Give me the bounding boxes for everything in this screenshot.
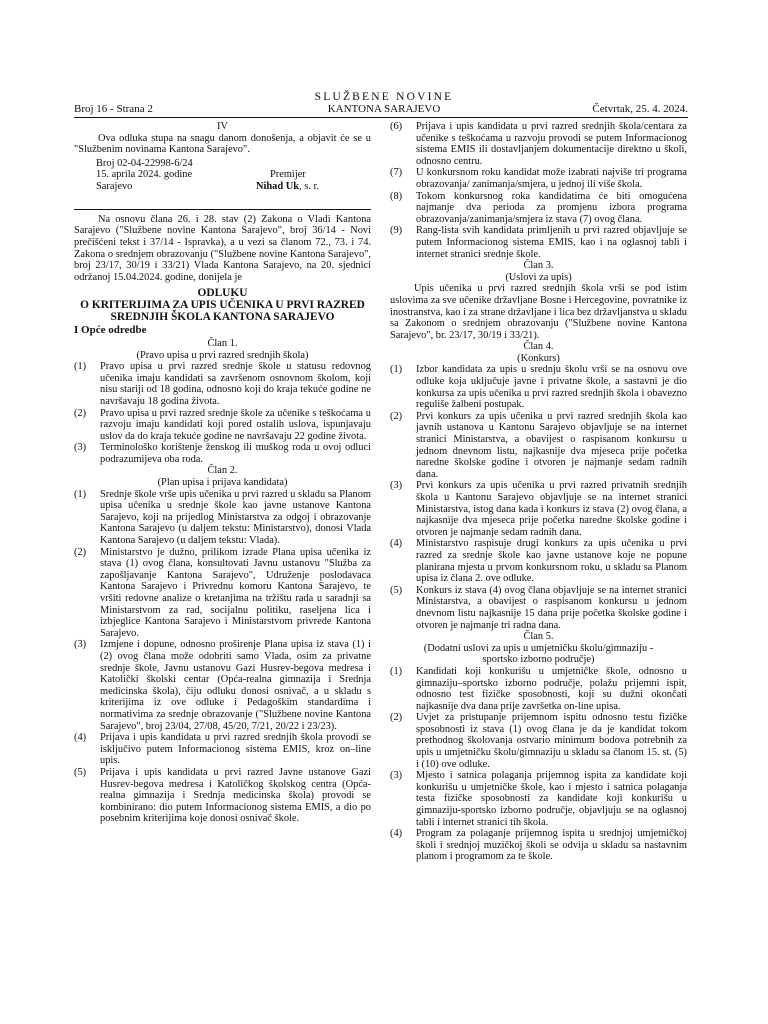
item-text: Prijava i upis kandidata u prvi razred Javne ustanove Gazi Husrev-begova medresa i Katoličkog školskog centra (Opća-realna gimnazija i Srednja medicinska škola) provodi se kombinirano: dio putem Informacionog sistema EMIS, a dio po posebnim kriterijima koje donosi osnivač škole.	[100, 766, 371, 825]
item-number: (1)	[390, 364, 403, 376]
list-item	[74, 442, 371, 465]
item-text: Prvi konkurs za upis učenika u prvi razred privatnih srednjih škola u Kantonu Sarajevo objavljuje se na internet stranici Ministarstva, istog dana kada i konkurs iz stava (2) ovog člana, a najkasnije dva mjeseca prije početka naredne školske godine i otvoren je najmanje sedam radnih dana.	[416, 480, 687, 538]
item-number: (1)	[74, 361, 87, 373]
signatory	[256, 181, 319, 193]
signatory-name: Nihad Uk	[256, 180, 300, 192]
article-4-items	[390, 364, 687, 631]
item-text: Prijava i upis kandidata u prvi razred srednjih škola/centara za učenike s teškoćama u razvoju provodi se putem Informacionog sistema EMIS ili dostavljanjem dokumentacije direktno u školi, odnosno centru.	[416, 121, 687, 167]
list-item	[390, 538, 687, 584]
header-rule	[74, 117, 688, 118]
article-3-text: Upis učenika u prvi razred srednjih škola vrši se pod istim uslovima za sve učenike državljane Bosne i Hercegovine, povratnike iz inostranstva, kao i za strane državljane i lica bez državljanstva u skladu sa Zakonom o srednjem obrazovanju ("Službene novine Kantona Sarajevo", br. 23/17, 30/19 i 33/21).	[390, 283, 687, 341]
decision-place: Sarajevo	[96, 180, 133, 192]
item-text: Prvi konkurs za upis učenika u prvi razred srednjih škola kao javnih ustanova u Kantonu Sarajevo objavljuje se na internet stranici Ministarstva, a obavijest o raspisanom konkursu u jednom dnevnom listu, najkasnije dva mjeseca prije početka naredne školske godine i otvoren je najmanje sedam radnih dana.	[416, 410, 687, 480]
item-number: (2)	[390, 712, 403, 724]
item-text: Terminološko korištenje ženskog ili muškog roda u ovoj odluci podrazumijeva oba roda.	[100, 442, 371, 465]
article-4-heading: Član 4.	[523, 341, 554, 353]
signatory-title: Premijer	[270, 169, 306, 181]
article-2-items	[74, 489, 371, 825]
right-column	[390, 121, 687, 863]
list-item	[74, 489, 371, 547]
decision-number: Broj 02-04-22998-6/24	[96, 157, 193, 169]
item-text: Mjesto i satnica polaganja prijemnog ispita za kandidate koji konkurišu u umjetničke škole, kao i mjesto i satnica polaganja testa fizičke sposobnosti za kandidate koji konkurišu u gimnaziju-sportsko izborno područje, objavljuju se na oglasnoj tabli i internet stranici tih škola.	[416, 770, 687, 828]
section-heading: I Opće odredbe	[74, 324, 147, 337]
item-number: (3)	[74, 639, 87, 651]
list-item	[74, 639, 371, 732]
iv-paragraph: Ova odluka stupa na snagu danom donošenja, a objavit će se u "Službenim novinama Kantona Sarajevo".	[74, 132, 371, 156]
item-number: (7)	[390, 167, 403, 179]
article-1-items	[74, 361, 371, 465]
item-number: (2)	[390, 410, 403, 422]
list-item	[74, 732, 371, 767]
item-number: (4)	[390, 538, 403, 550]
item-text: Izbor kandidata za upis u srednju školu vrši se na osnovu ove odluke koja uključuje javne i privatne škole, a sastavni je dio konkursa za upis učenika u prvi razred srednjih škola i obavezno reguliše žalbeni postupak.	[416, 364, 687, 411]
article-1-heading: Član 1.	[207, 337, 238, 349]
list-item	[390, 770, 687, 828]
preamble: Na osnovu člana 26. i 28. stav (2) Zakona o Vladi Kantona Sarajevo ("Službene novine Kantona Sarajevo", broj 36/14 - Novi prečišćeni tekst i 37/14 - Ispravka), a u vezi sa članom 72., 73. i 74. Zakona o srednjem obrazovanju ("Službene novine Kantona Sarajevo", broj 23/17, 30/19 i 33/21) Vlada Kantona Sarajevo, na 20. sjednici održanoj 15.04.2024. godine, donijela je	[74, 213, 371, 283]
item-number: (5)	[74, 766, 87, 778]
gazette-title: SLUŽBENE NOVINE	[314, 91, 454, 103]
item-text: Tokom konkursnog roka kandidatima će biti omogućena najmanje dva perioda za promjenu izbora programa obrazovanja/zanimanja/smjera iz stava (7) ovog člana.	[416, 190, 687, 225]
issue-number: Broj 16 - Strana 2	[74, 103, 153, 115]
item-number: (1)	[74, 488, 87, 500]
list-item	[390, 121, 687, 167]
title-line-1: ODLUKU	[197, 287, 248, 300]
list-item	[74, 408, 371, 443]
item-number: (6)	[390, 121, 403, 132]
article-5-items	[390, 666, 687, 863]
item-text: Pravo upisa u prvi razred srednje škole za učenike s teškoćama u razvoju imaju kandidati koji pored ostalih uslova, ispunjavaju uslov da do kraja tekuće godine ne navršavaju 22 godine života.	[100, 407, 371, 442]
item-text: Uvjet za pristupanje prijemnom ispitu odnosno testu fizičke sposobnosti iz stava (1) ovog člana je da je kandidat tokom prethodnog školovanja ostvario minimum bodova potrebnih za upis u umjetničku školu/gimnaziju u skladu sa članom 15. st. (5) i (10) ove odluke.	[416, 712, 687, 770]
list-item	[74, 361, 371, 407]
article-3-subtitle: (Uslovi za upis)	[505, 271, 572, 283]
list-item	[390, 828, 687, 863]
list-item	[390, 585, 687, 631]
list-item	[74, 767, 371, 825]
decision-title	[74, 287, 371, 323]
article-2-subtitle: (Plan upisa i prijava kandidata)	[157, 477, 288, 489]
item-text: Ministarstvo raspisuje drugi konkurs za upis učenika u prvi razred za srednje škole kao javne ustanove koje ne popune planirana mjesta u prvom konkursnom roku, u skladu sa Planom upisa iz člana 2. ove odluke.	[416, 538, 687, 585]
signatory-sr: , s. r.	[299, 180, 319, 192]
item-number: (2)	[74, 546, 87, 558]
article-1-subtitle: (Pravo upisa u prvi razred srednjih škola)	[136, 349, 309, 361]
issue-date: Četvrtak, 25. 4. 2024.	[592, 103, 688, 115]
item-number: (9)	[390, 225, 403, 237]
article-2-items-continued	[390, 121, 687, 260]
item-text: Program za polaganje prijemnog ispita u srednjoj umjetničkoj školi i srednjoj muzičkoj školi se odvija u skladu sa nastavnim planom i programom za te škole.	[416, 828, 687, 863]
item-number: (4)	[74, 732, 87, 744]
list-item	[390, 712, 687, 770]
item-text: Srednje škole vrše upis učenika u prvi razred u skladu sa Planom upisa učenika u srednje škole kao javne ustanove Kantona Sarajevo, koji na prijedlog Ministarstva za odgoj i obrazovanje Kantona Sarajevo (u daljem tekstu: Ministarstvo), donosi Vlada Kantona Sarajevo (u daljem tekstu: Vlada).	[100, 488, 371, 547]
title-line-3: SREDNJIH ŠKOLA KANTONA SARAJEVO	[110, 311, 335, 324]
list-item	[390, 225, 687, 260]
item-number: (3)	[390, 480, 403, 492]
article-5-subtitle: (Dodatni uslovi za upis u umjetničku školu/gimnaziju - sportsko izborno područje)	[423, 642, 654, 666]
article-5-heading: Član 5.	[523, 631, 554, 643]
list-item	[390, 411, 687, 481]
item-number: (1)	[390, 665, 403, 677]
signature-block	[74, 158, 371, 206]
item-number: (4)	[390, 828, 403, 840]
article-3-heading: Član 3.	[523, 260, 554, 272]
item-number: (5)	[390, 584, 403, 596]
item-number: (3)	[74, 442, 87, 454]
item-text: Ministarstvo je dužno, prilikom izrade Plana upisa učenika iz stava (1) ovog člana, konsultovati Javnu ustanovu "Služba za zapošljavanje Kantona Sarajevo", Udruženje poslodavaca Kantona Sarajevo i Privrednu komoru Kantona Sarajevo, te vršiti redovne analize o kretanjima na tržištu rada u saradnji sa Ministarstvom za rad, socijalnu politiku, raseljena lica i izbjeglice Kantona Sarajevo i Ministarstvom privrede Kantona Sarajevo.	[100, 546, 371, 639]
item-text: Kandidati koji konkurišu u umjetničke škole, odnosno u gimnaziju–sportsko izborno područje, polažu prijemni ispit, odnosno test fizičke sposobnosti, koji su dužni okončati najkasnije dva dana prije završetka on-line upisa.	[416, 665, 687, 712]
decision-date: 15. aprila 2024. godine	[96, 169, 193, 181]
gazette-subtitle: KANTONA SARAJEVO	[327, 103, 441, 115]
title-line-2: O KRITERIJIMA ZA UPIS UČENIKA U PRVI RAZRED	[80, 299, 365, 312]
item-text: Rang-lista svih kandidata primljenih u prvi razred objavljuje se putem Informacionog sistema EMIS, kao i na oglasnoj tabli i internet stranici srednje škole.	[416, 225, 687, 260]
item-number: (3)	[390, 770, 403, 782]
item-text: U konkursnom roku kandidat može izabrati najviše tri programa obrazovanja/ zanimanja/smjera, u jednoj ili više škola.	[416, 167, 687, 190]
left-column	[74, 121, 371, 825]
list-item	[390, 191, 687, 226]
list-item	[390, 167, 687, 190]
separator-rule	[74, 209, 371, 210]
list-item	[74, 547, 371, 640]
list-item	[390, 364, 687, 410]
item-number: (2)	[74, 407, 87, 419]
item-number: (8)	[390, 190, 403, 202]
list-item	[390, 666, 687, 712]
item-text: Izmjene i dopune, odnosno proširenje Plana upisa iz stava (1) i (2) ovog člana može odobriti samo Vlada, osim za privatne srednje škole, Javnu ustanovu Gazi Husrev-begova medresa i Katolički školski centar (Opća-realna gimnazija i Srednja medicinska škola), čiju odluku donosi osnivač, a u skladu s kriterijima iz ove odluke i Pedagoškim standardima i normativima za srednje obrazovanje ("Službene novine Kantona Sarajevo", broj 23/04, 27/08, 45/20, 7/21, 20/22 i 23/23).	[100, 639, 371, 732]
item-text: Pravo upisa u prvi razred srednje škole u statusu redovnog učenika imaju kandidati sa završenom osnovnom školom, koji nisu stariji od 18 godina, odnosno koji do kraja tekuće godine ne navršavaju 18 godina života.	[100, 361, 371, 407]
item-text: Konkurs iz stava (4) ovog člana objavljuje se na internet stranici Ministarstva, a obavijest o raspisanom konkursu u jednom dnevnom listu najkasnije 15 dana prije početka školske godine i otvoren je najmanje tri radna dana.	[416, 584, 687, 631]
item-text: Prijava i upis kandidata u prvi razred srednjih škola provodi se isključivo putem Informacionog sistema EMIS, kroz on–line upis.	[100, 732, 371, 767]
article-4-subtitle: (Konkurs)	[517, 352, 560, 364]
list-item	[390, 480, 687, 538]
article-2-heading: Član 2.	[207, 465, 238, 477]
roman-iv-heading: IV	[217, 121, 228, 132]
